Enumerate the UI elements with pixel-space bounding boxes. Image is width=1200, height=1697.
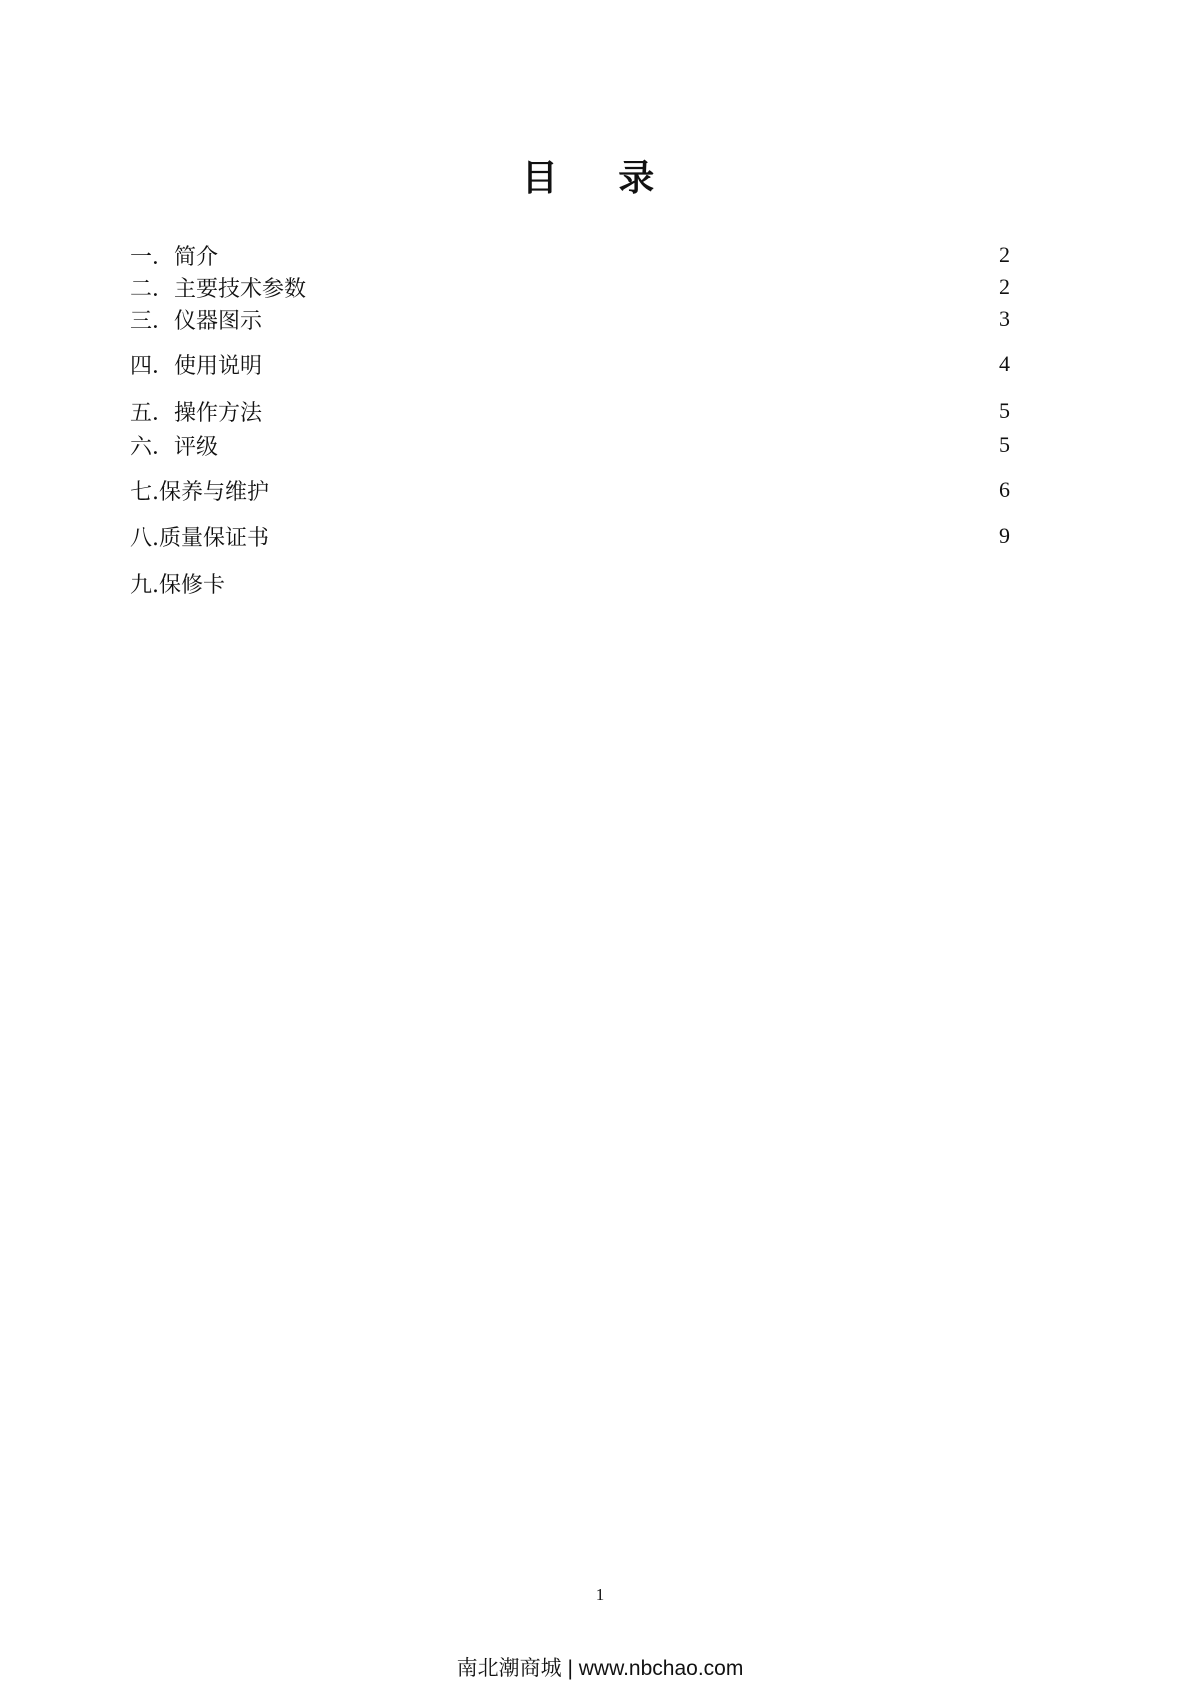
- toc-entry-maintenance[interactable]: [130, 475, 1010, 505]
- toc-entry-label: 八.质量保证书: [130, 525, 269, 551]
- toc-entry-label: 七.保养与维护: [130, 479, 269, 505]
- toc-entry-label: 一．简介: [130, 244, 219, 270]
- toc-entry-specs[interactable]: [130, 272, 1010, 302]
- toc-entry-warranty-certificate[interactable]: [130, 521, 1010, 551]
- toc-entry-diagram[interactable]: [130, 304, 1010, 334]
- toc-entry-label: 二．主要技术参数: [130, 276, 307, 302]
- toc-entry-page: 5: [999, 398, 1010, 423]
- toc-entry-rating[interactable]: [130, 430, 1010, 460]
- toc-entry-warranty-card[interactable]: [130, 568, 1010, 598]
- toc-entry-intro[interactable]: [130, 240, 1010, 270]
- toc-entry-label: 六．评级: [130, 434, 219, 460]
- toc-entry-usage[interactable]: [130, 349, 1010, 379]
- toc-entry-page: 5: [999, 432, 1010, 457]
- toc-entry-label: 九.保修卡: [130, 572, 225, 598]
- footer-watermark: 南北潮商城 | www.nbchao.com: [456, 1657, 744, 1680]
- page-title: 目 录: [521, 157, 679, 199]
- toc-entry-page: 9: [999, 523, 1010, 548]
- toc-entry-operation[interactable]: [130, 396, 1010, 426]
- toc-entry-label: 五．操作方法: [130, 400, 263, 426]
- toc-entry-page: 4: [999, 351, 1010, 376]
- toc-entry-label: 三．仪器图示: [130, 308, 263, 334]
- toc-entry-label: 四．使用说明: [130, 353, 263, 379]
- toc-entry-page: 2: [999, 242, 1010, 267]
- toc-entry-page: 6: [999, 477, 1010, 502]
- toc-entry-page: 3: [999, 306, 1010, 331]
- page-number: 1: [595, 1585, 605, 1604]
- toc-entry-page: 2: [999, 274, 1010, 299]
